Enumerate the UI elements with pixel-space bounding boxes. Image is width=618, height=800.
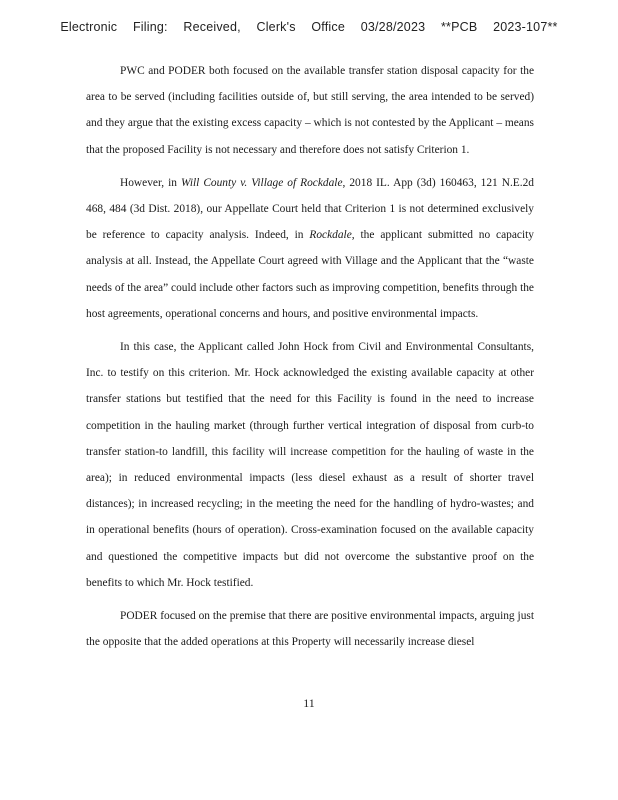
case-citation-short: Rockdale, <box>309 229 355 242</box>
body-text <box>86 58 534 655</box>
page-number: 11 <box>303 696 315 710</box>
header-case-number: 2023-107** <box>493 20 558 34</box>
case-citation: Will County v. Village of Rockdale <box>180 176 343 189</box>
paragraph-rockdale-holding <box>86 170 534 327</box>
paragraph-text: , 2018 IL. App (3d) 160463, 121 N.E.2d 468, 484 (3d Dist. 2018), our Appellate Court held that Criterion 1 is not determined exclusively be reference to capacity analysis. Indeed, in <box>86 176 535 242</box>
header-word: Filing: <box>132 20 168 34</box>
paragraph-hock-testimony: In this case, the Applicant called John Hock from Civil and Environmental Consultants, Inc. to testify on this criterion. Mr. Hock acknowledged the existing available capacity at other transfer stations but testified that the need for this Facility is found in the need to increase competition in the hauling market (through further vertical integration of disposal from curb-to transfer station-to landfill, this facility will increase competition for the hauling of waste in the area); in reduced environmental impacts (less diesel exhaust as a result of shorter travel distances); in increased recycling; in the meeting the need for the handling of hydro-wastes; and in operational benefits (hours of operation). Cross-examination focused on the available capacity and questioned the competitive impacts but did not overcome the substantive proof on the benefits to which Mr. Hock testified. <box>86 341 534 589</box>
paragraph-text: However, in <box>120 176 181 189</box>
filing-header <box>0 20 618 34</box>
header-word: Office <box>311 20 345 34</box>
paragraph-capacity-argument: PWC and PODER both focused on the available transfer station disposal capacity for the area to be served (including facilities outside of, but still serving, the area intended to be served) and they argue that the existing excess capacity – which is not contested by the Applicant – means that the proposed Facility is not necessary and therefore does not satisfy Criterion 1. <box>86 65 534 156</box>
paragraph-poder-argument: PODER focused on the premise that there are positive environmental impacts, arguing just the opposite that the added operations at this Property will necessarily increase diesel <box>86 610 534 649</box>
paragraph-text: the applicant submitted no capacity analysis at all. Instead, the Appellate Court agreed with Village and the Applicant that the “waste needs of the area” could include other factors such as improving competition, benefits through the host agreements, operational concerns and hours, and positive environmental impacts. <box>86 229 534 320</box>
header-date: 03/28/2023 <box>360 20 426 34</box>
header-word: Received, <box>183 20 241 34</box>
header-case-prefix: **PCB <box>440 20 478 34</box>
header-word: Clerk's <box>256 20 296 34</box>
header-word: Electronic <box>60 20 118 34</box>
